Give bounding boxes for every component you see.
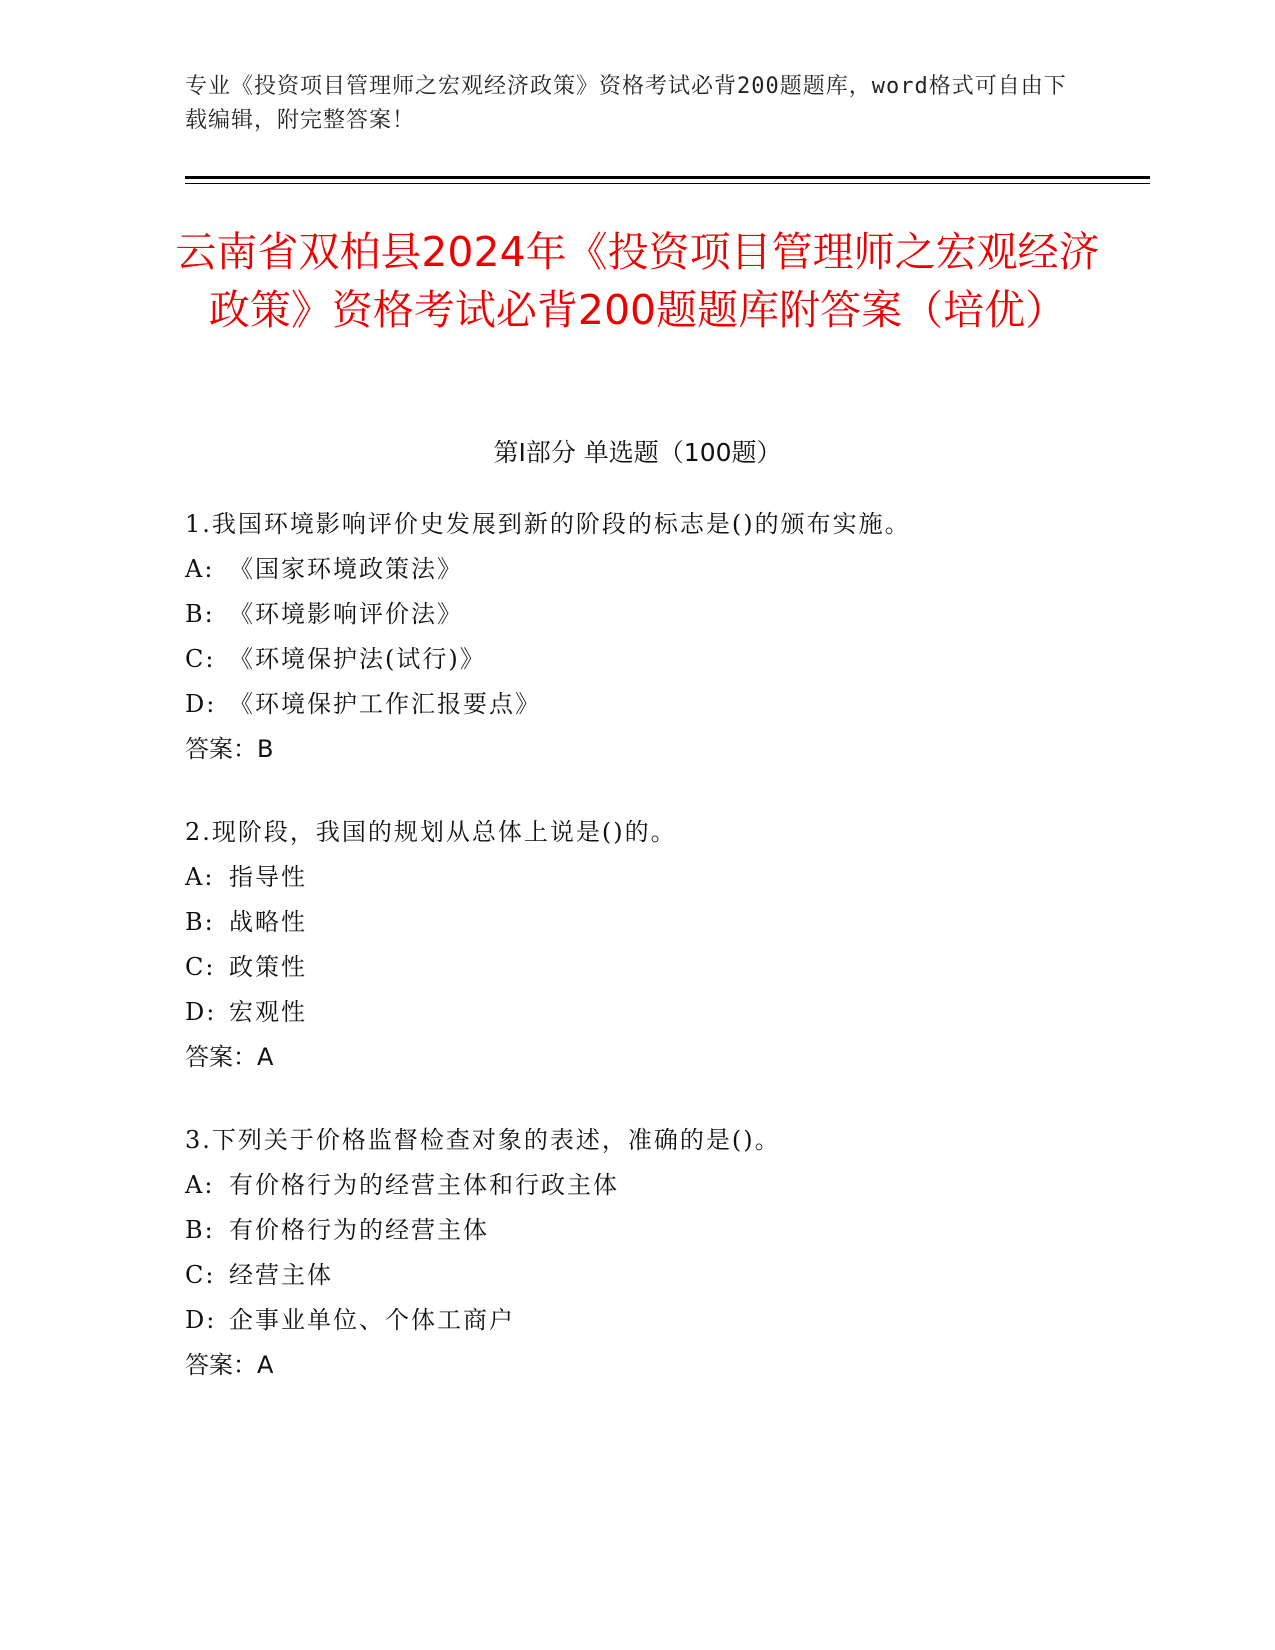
option-key: C:	[185, 953, 216, 981]
option-key: D:	[185, 690, 217, 718]
option-key: B:	[185, 1216, 215, 1244]
option-text: 企事业单位、个体工商户	[229, 1306, 515, 1334]
option-text: 政策性	[229, 953, 307, 981]
option-d	[185, 1298, 1125, 1343]
section-title: 第I部分 单选题（100题）	[493, 438, 782, 467]
option-key: A:	[185, 555, 215, 583]
option-text: 《环境保护法(试行)》	[229, 645, 486, 673]
option-text: 战略性	[229, 908, 307, 936]
option-b	[185, 900, 1125, 945]
answer-line: 答案：A	[185, 1043, 274, 1071]
option-key: A:	[185, 1171, 215, 1199]
question-3	[185, 1118, 1125, 1388]
option-a	[185, 1163, 1125, 1208]
option-a	[185, 855, 1125, 900]
document-title: 云南省双柏县2024年《投资项目管理师之宏观经济政策》资格考试必背200题题库附答案（培优）	[175, 228, 1100, 334]
option-text: 宏观性	[229, 998, 307, 1026]
header-rule-thin	[185, 183, 1150, 184]
option-key: C:	[185, 645, 216, 673]
option-text: 《环境影响评价法》	[229, 600, 463, 628]
option-key: D:	[185, 1306, 217, 1334]
option-key: D:	[185, 998, 217, 1026]
option-d	[185, 682, 1125, 727]
question-2	[185, 810, 1125, 1080]
option-c	[185, 945, 1125, 990]
option-text: 有价格行为的经营主体	[229, 1216, 489, 1244]
option-b	[185, 592, 1125, 637]
question-stem: 1.我国环境影响评价史发展到新的阶段的标志是()的颁布实施。	[185, 510, 911, 538]
option-text: 经营主体	[229, 1261, 333, 1289]
option-c	[185, 1253, 1125, 1298]
option-text: 《国家环境政策法》	[229, 555, 463, 583]
option-text: 指导性	[229, 863, 307, 891]
answer-line: 答案：B	[185, 735, 274, 763]
header-rule-thick	[185, 176, 1150, 179]
option-key: A:	[185, 863, 215, 891]
option-b	[185, 1208, 1125, 1253]
option-text: 《环境保护工作汇报要点》	[229, 690, 541, 718]
question-stem: 2.现阶段，我国的规划从总体上说是()的。	[185, 818, 677, 846]
header-note: 专业《投资项目管理师之宏观经济政策》资格考试必背200题题库，word格式可自由下载编辑，附完整答案！	[185, 74, 1067, 133]
option-d	[185, 990, 1125, 1035]
question-1	[185, 502, 1125, 772]
option-a	[185, 547, 1125, 592]
option-c	[185, 637, 1125, 682]
option-text: 有价格行为的经营主体和行政主体	[229, 1171, 619, 1199]
option-key: C:	[185, 1261, 216, 1289]
option-key: B:	[185, 600, 215, 628]
option-key: B:	[185, 908, 215, 936]
question-stem: 3.下列关于价格监督检查对象的表述，准确的是()。	[185, 1126, 781, 1154]
answer-line: 答案：A	[185, 1351, 274, 1379]
